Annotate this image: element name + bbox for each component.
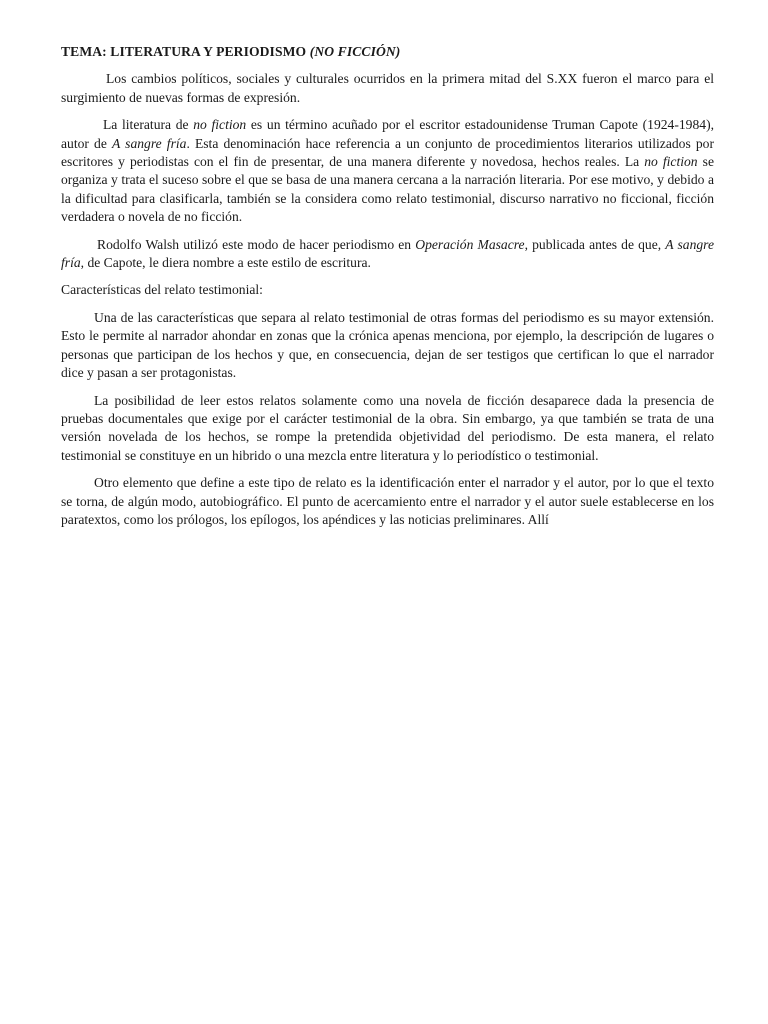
paragraph-intro: Los cambios políticos, sociales y culturales ocurridos en la primera mitad del S.XX fueron el marco para el surgimiento de nuevas formas de expresión. [61,71,714,105]
section-subheading: Características del relato testimonial: [61,282,263,298]
p2-italic-f: no fiction [644,154,698,170]
p3-text-c: , publicada antes de que, [524,236,666,252]
p2-text-g: se organiza y trata el suceso sobre el que se basa de una manera cercana a la narración literaria. Por ese motivo, y debido a la dificultad para clasificarla, también se la considera como relato testimonial, discurso narrativo no ficcional, ficción verdadera o novela de no ficción. [61,154,714,225]
p2-italic-b: no fiction [193,117,247,133]
document-title [61,43,714,61]
p2-italic-d: A sangre fría [112,135,187,151]
paragraph-fiction-possibility: La posibilidad de leer estos relatos solamente como una novela de ficción desaparece dada la presencia de pruebas documentales que exige por el carácter testimonial de la obra. Sin embargo, ya que también se trata de una versión novelada de los hechos, se rompe la pretendida objetividad del periodismo. De esta manera, el relato testimonial se constituye en un hibrido o una mezcla entre literatura y lo periodístico o testimonial. [61,392,714,463]
p3-italic-d: A sangre fría [61,236,714,271]
paragraph-no-fiction [61,116,714,226]
paragraph-narrator-author: Otro elemento que define a este tipo de relato es la identificación enter el narrador y el autor, por lo que el texto se torna, de algún modo, autobiográfico. El punto de acercamiento entre el narrador y el autor suele establecerse en los paratextos, como los prólogos, los epílogos, los apéndices y las noticias preliminares. Allí [61,475,714,527]
p3-italic-b: Operación Masacre [415,236,525,252]
p2-text-a: La literatura de [103,117,194,133]
title-main: TEMA: LITERATURA Y PERIODISMO [61,44,310,59]
p3-text-e: , de Capote, le diera nombre a este estilo de escritura. [80,255,371,271]
p2-text-e: . Esta denominación hace referencia a un conjunto de procedimientos literarios utilizados por escritores y periodistas con el fin de presentar, de una manera diferente y novedosa, hechos reales. La [61,135,714,170]
paragraph-walsh [61,236,714,273]
title-italic: (NO FICCIÓN) [309,44,401,59]
p3-text-a: Rodolfo Walsh utilizó este modo de hacer periodismo en [97,236,416,252]
p2-text-c: es un término acuñado por el escritor estadounidense Truman Capote (1924-1984), autor de [61,117,714,151]
paragraph-extension: Una de las características que separa al relato testimonial de otras formas del periodismo es su mayor extensión. Esto le permite al narrador ahondar en zonas que la crónica apenas menciona, por ejemplo, la descripción de lugares o personas que participan de los hechos y que, en consecuencia, dejan de ser testigos que certifican lo que el narrador dice y pasan a ser protagonistas. [61,309,714,381]
document-page [61,43,714,538]
